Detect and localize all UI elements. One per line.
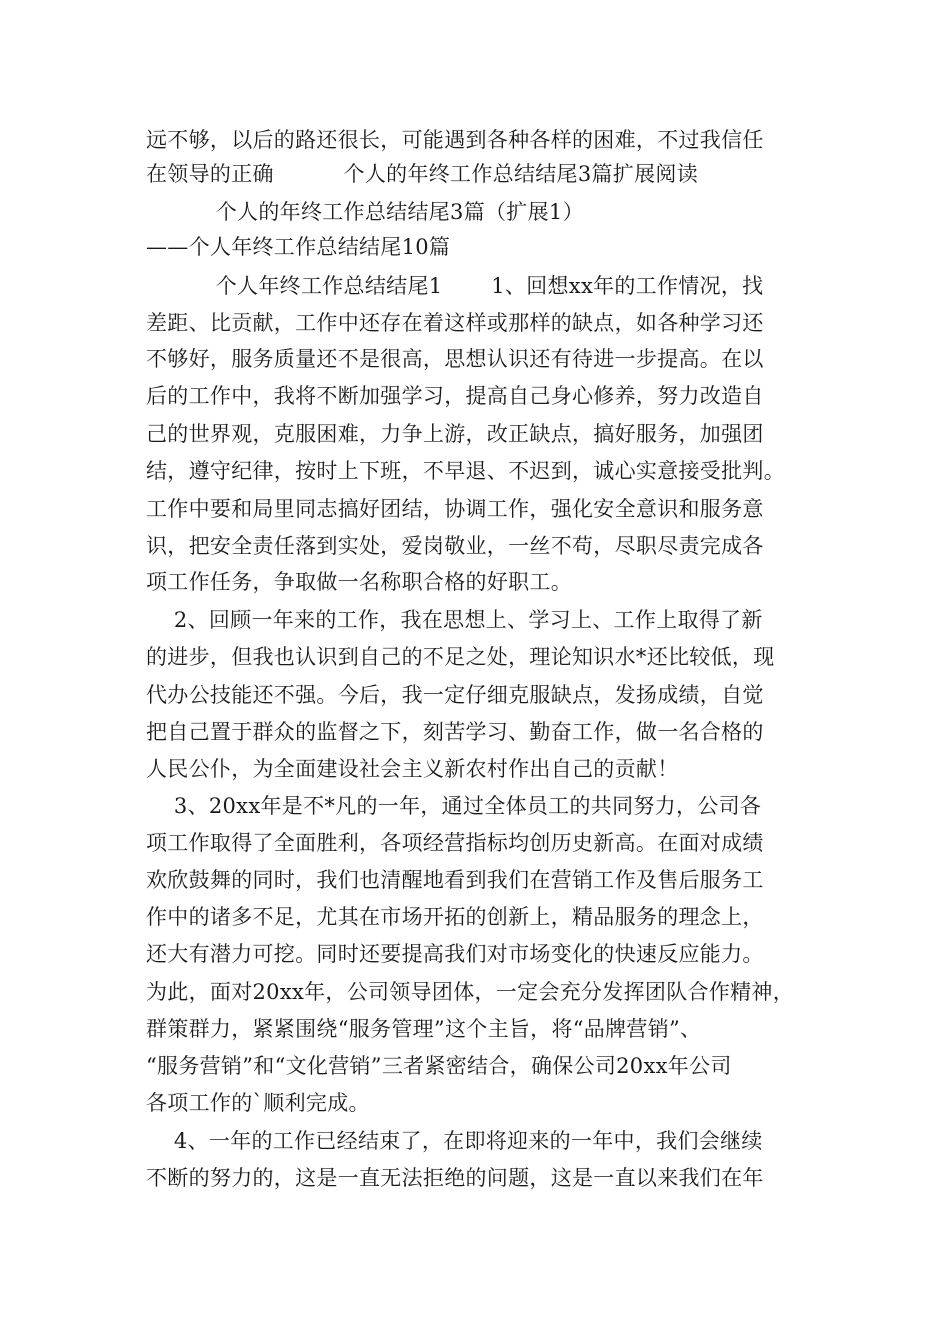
- text-line: 识，把安全责任落到实处，爱岗敬业，一丝不苟，尽职尽责完成各: [146, 534, 764, 558]
- text-line: 的进步，但我也认识到自己的不足之处，理论知识水*还比较低，现: [146, 645, 775, 669]
- text-line: 结，遵守纪律，按时上下班，不早退、不迟到，诚心实意接受批判。: [146, 459, 785, 483]
- text-line: 2、回顾一年来的工作，我在思想上、学习上、工作上取得了新: [146, 608, 763, 632]
- text-line: 工作中要和局里同志搞好团结，协调工作，强化安全意识和服务意: [146, 497, 764, 521]
- text-line: 把自己置于群众的监督之下，刻苦学习、勤奋工作，做一名合格的: [146, 720, 764, 744]
- text-line: 项工作取得了全面胜利，各项经营指标均创历史新高。在面对成绩: [146, 831, 764, 855]
- text-line: 不断的努力的，这是一直无法拒绝的问题，这是一直以来我们在年: [146, 1166, 764, 1190]
- text-line: 欢欣鼓舞的同时，我们也清醒地看到我们在营销工作及售后服务工: [146, 868, 764, 892]
- text-line: 为此，面对20xx年，公司领导团体，一定会充分发挥团队合作精神，: [146, 980, 795, 1004]
- text-line: 项工作任务，争取做一名称职合格的好职工。: [146, 570, 572, 594]
- heading-line: ——个人年终工作总结结尾10篇: [146, 235, 451, 259]
- heading-line: 个人的年终工作总结结尾3篇（扩展1）: [146, 200, 584, 224]
- text-line: 在领导的正确 个人的年终工作总结结尾3篇扩展阅读: [146, 162, 699, 186]
- text-line: 己的世界观，克服困难，力争上游，改正缺点，搞好服务，加强团: [146, 422, 764, 446]
- text-line: 3、20xx年是不*凡的一年，通过全体员工的共同努力，公司各: [146, 794, 762, 818]
- text-line: 个人年终工作总结结尾1 1、回想xx年的工作情况，找: [146, 274, 764, 298]
- text-line: 作中的诸多不足，尤其在市场开拓的创新上，精品服务的理念上，: [146, 905, 764, 929]
- text-line: 人民公仆，为全面建设社会主义新农村作出自己的贡献！: [146, 757, 679, 781]
- text-line: 不够好，服务质量还不是很高，思想认识还有待进一步提高。在以: [146, 347, 764, 371]
- text-line: 差距、比贡献，工作中还存在着这样或那样的缺点，如各种学习还: [146, 311, 764, 335]
- text-line: 群策群力，紧紧围绕“服务管理”这个主旨，将“品牌营销”、: [146, 1017, 702, 1041]
- text-line: 4、一年的工作已经结束了，在即将迎来的一年中，我们会继续: [146, 1129, 763, 1153]
- text-line: 代办公技能还不强。今后，我一定仔细克服缺点，发扬成绩，自觉: [146, 683, 764, 707]
- text-line: 远不够，以后的路还很长，可能遇到各种各样的困难，不过我信任: [146, 128, 764, 152]
- text-line: “服务营销”和“文化营销”三者紧密结合，确保公司20xx年公司: [146, 1054, 732, 1078]
- text-line: 各项工作的`顺利完成。: [146, 1091, 370, 1115]
- text-line: 还大有潜力可挖。同时还要提高我们对市场变化的快速反应能力。: [146, 942, 764, 966]
- text-line: 后的工作中，我将不断加强学习，提高自己身心修养，努力改造自: [146, 384, 764, 408]
